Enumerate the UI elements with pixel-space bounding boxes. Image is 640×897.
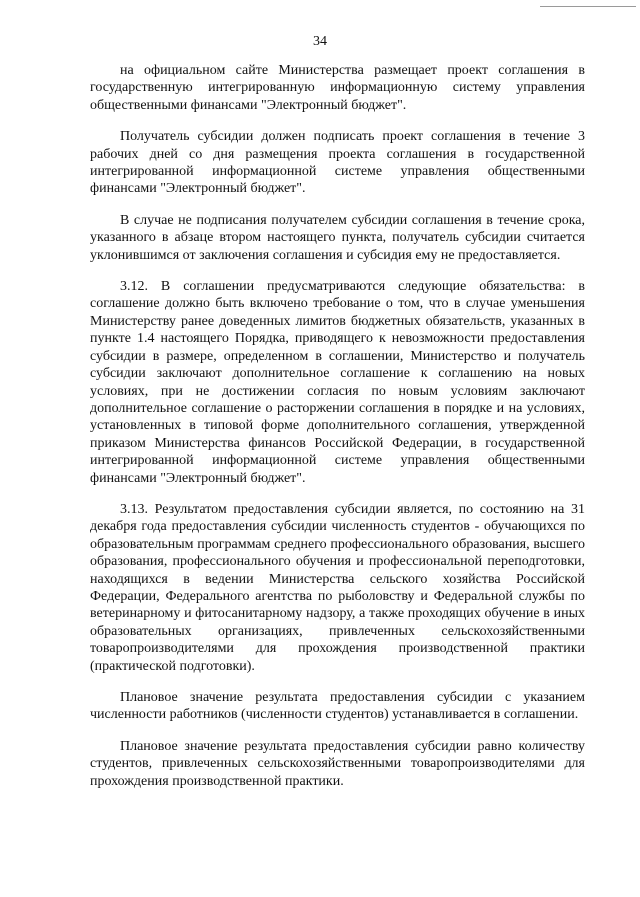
paragraph-planned-value-equals: Плановое значение результата предоставления субсидии равно количеству студентов, привлеченных сельскохозяйственными товаропроизводителями для прохождения производственной практики.: [90, 738, 585, 789]
paragraph-non-signing: В случае не подписания получателем субсидии соглашения в течение срока, указанного в абзаце втором настоящего пункта, получатель субсидии считается уклонившимся от заключения соглашения и субсидия ему не предоставляется.: [90, 212, 585, 263]
page-number: 34: [313, 34, 327, 49]
paragraph-3-13-result: 3.13. Результатом предоставления субсидии является, по состоянию на 31 декабря года предоставления субсидии численность студентов - обучающихся по образовательным программам среднего профессионального образования, высшего образования, профессионального обучения и профессиональной переподготовки, находящихся в ведении Министерства сельского хозяйства Российской Федерации, Федерального агентства по рыболовству и Федеральной службы по ветеринарному и фитосанитарному надзору, а также проходящих обучение в иных образовательных организациях, привлеченных сельскохозяйственными товаропроизводителями для прохождения производственной практики (практической подготовки).: [90, 501, 585, 674]
document-body: [90, 62, 585, 802]
top-header-rule: [540, 6, 636, 7]
paragraph-publication: на официальном сайте Министерства размещает проект соглашения в государственную интегрированную информационную систему управления общественными финансами "Электронный бюджет".: [90, 63, 585, 113]
paragraph-3-12-obligations: 3.12. В соглашении предусматриваются следующие обязательства: в соглашение должно быть включено требование о том, что в случае уменьшения Министерству ранее доведенных лимитов бюджетных обязательств, указанных в пункте 1.4 настоящего Порядка, приводящего к невозможности предоставления субсидии в размере, определенном в соглашении, Министерство и получатель субсидии заключают дополнительное соглашение к соглашению на новых условиях, при не достижении согласия по новым условиям заключают дополнительное соглашение о расторжении соглашения в порядке и на условиях, установленных в типовой форме дополнительного соглашения, утвержденной приказом Министерства финансов Российской Федерации, в государственной интегрированной информационной системе управления общественными финансами "Электронный бюджет".: [90, 279, 585, 486]
paragraph-planned-value: Плановое значение результата предоставления субсидии с указанием численности работников (численности студентов) устанавливается в соглашении.: [90, 690, 585, 723]
paragraph-signing-deadline: Получатель субсидии должен подписать проект соглашения в течение 3 рабочих дней со дня размещения проекта соглашения в государственной интегрированной информационной системе управления общественными финансами "Электронный бюджет".: [90, 129, 585, 197]
